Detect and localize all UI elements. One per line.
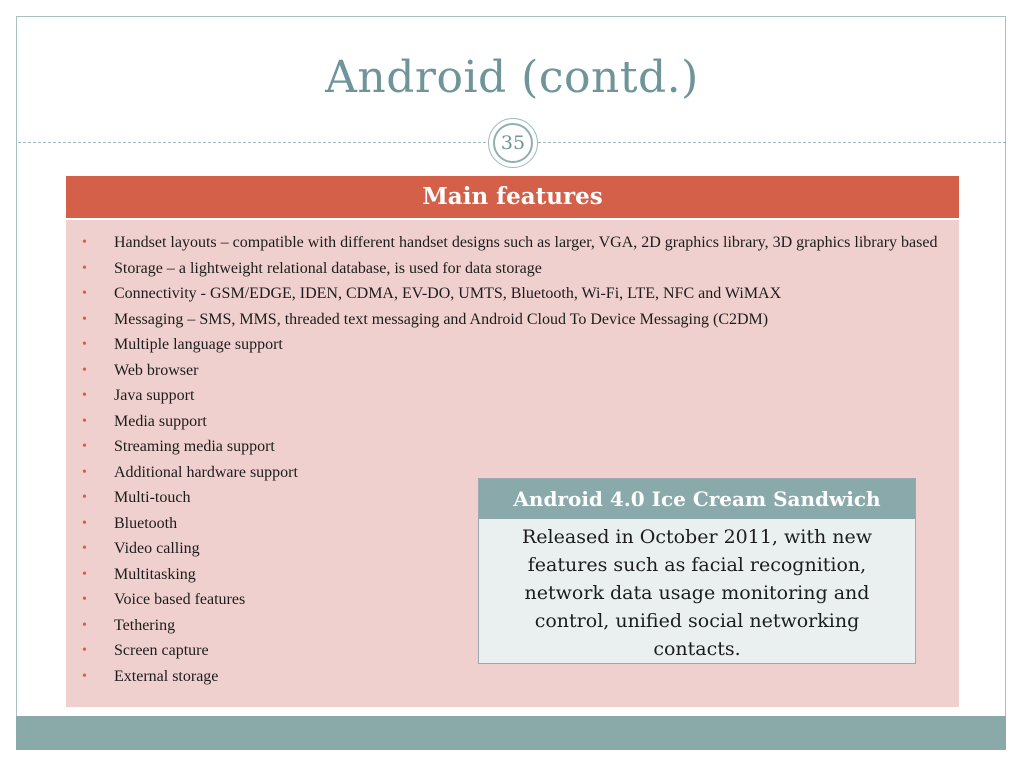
bullet-icon: •	[82, 515, 87, 531]
feature-list-item	[66, 232, 946, 253]
feature-list-item	[66, 385, 946, 406]
bullet-icon: •	[82, 337, 87, 352]
slide-title: Android (contd.)	[325, 52, 699, 103]
feature-list-item	[66, 666, 946, 687]
bullet-icon: •	[82, 362, 87, 378]
feature-text: Screen capture	[114, 642, 209, 659]
bullet-icon: •	[82, 617, 87, 633]
bullet-icon: •	[82, 592, 87, 607]
bullet-icon: •	[82, 235, 87, 250]
features-table-header: Main features	[66, 176, 959, 218]
bullet-icon: •	[82, 286, 87, 301]
feature-list-item	[66, 283, 946, 304]
bullet-icon: •	[82, 388, 87, 403]
bullet-icon: •	[82, 464, 87, 480]
feature-list-item	[66, 309, 946, 330]
ics-callout-text: Released in October 2011, with new features such as facial recognition, network data usage monitoring and control, unified social networking contacts.	[522, 526, 872, 660]
feature-text: External storage	[114, 667, 219, 685]
feature-list-item	[66, 258, 946, 279]
ics-callout-header: Android 4.0 Ice Cream Sandwich	[479, 479, 915, 519]
feature-list-item	[66, 334, 946, 355]
feature-text: Storage – a lightweight relational database, is used for data storage	[114, 259, 542, 277]
feature-text: Connectivity - GSM/EDGE, IDEN, CDMA, EV-DO, UMTS, Bluetooth, Wi-Fi, LTE, NFC and WiMAX	[114, 285, 782, 302]
feature-text: Streaming media support	[114, 438, 275, 455]
feature-text: Multiple language support	[114, 336, 283, 353]
feature-text: Multitasking	[114, 565, 196, 583]
bullet-icon: •	[82, 490, 87, 505]
feature-list-item	[66, 436, 946, 457]
feature-text: Multi-touch	[114, 489, 191, 506]
bullet-icon: •	[82, 668, 87, 684]
feature-text: Video calling	[114, 540, 200, 557]
feature-text: Handset layouts – compatible with different handset designs such as larger, VGA, 2D graphics library, 3D graphics library based	[114, 234, 938, 251]
feature-list-item	[66, 360, 946, 381]
bullet-icon: •	[82, 566, 87, 582]
feature-text: Web browser	[114, 361, 199, 379]
page-number: 35	[493, 123, 533, 163]
feature-text: Java support	[114, 387, 195, 404]
bullet-icon: •	[82, 541, 87, 556]
bullet-icon: •	[82, 311, 87, 327]
feature-text: Additional hardware support	[114, 463, 298, 481]
bullet-icon: •	[82, 643, 87, 658]
feature-text: Bluetooth	[114, 514, 178, 532]
feature-list-item	[66, 411, 946, 432]
feature-text: Media support	[114, 412, 207, 430]
bullet-icon: •	[82, 413, 87, 429]
feature-text: Messaging – SMS, MMS, threaded text messaging and Android Cloud To Device Messaging (C2DM)	[114, 310, 769, 328]
bullet-icon: •	[82, 260, 87, 276]
bullet-icon: •	[82, 439, 87, 454]
ics-callout	[478, 478, 916, 664]
footer-bar	[16, 716, 1006, 750]
page-number-badge	[488, 118, 538, 168]
feature-text: Tethering	[114, 616, 176, 634]
feature-text: Voice based features	[114, 591, 246, 608]
